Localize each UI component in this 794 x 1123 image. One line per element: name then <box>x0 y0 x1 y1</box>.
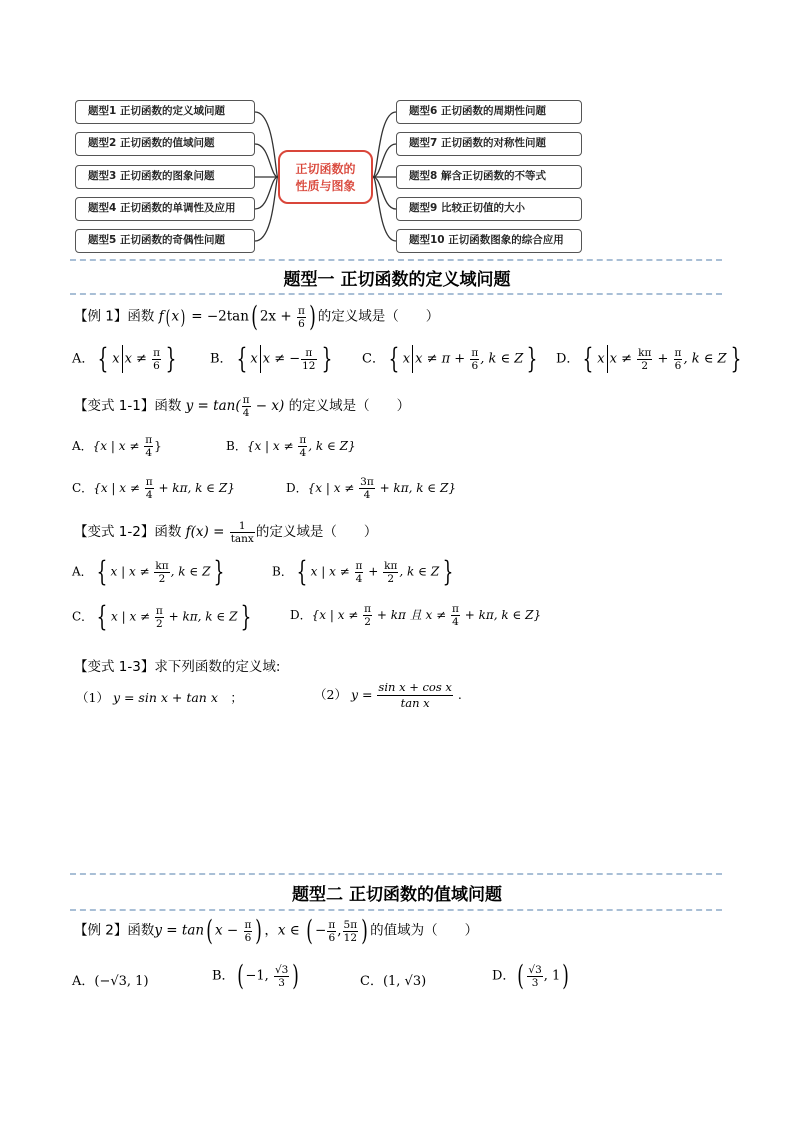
example-2-question: 【例 2】函数y = tan( x − $\frac{\pi}{6}$ ) ，x ∈ ( − $\frac{\pi}{6}$ , $\frac{5\pi}{12}$ ) 的值域为（ ） <box>74 914 479 947</box>
variant-1-3-part-1: （1） y = sin x + tan x ； <box>76 690 243 705</box>
mindmap-topic-8: 题型8 解含正切函数的不等式 <box>396 165 582 189</box>
example-1-option-c: C． { x x ≠ π + $\frac{\pi}{6}$ , k ∈ Z } <box>362 342 538 375</box>
variant-1-1-option-c: C．{x | x ≠ $\frac{\pi}{4}$ + kπ, k ∈ Z} <box>72 476 235 501</box>
mindmap-topic-6: 题型6 正切函数的周期性问题 <box>396 100 582 124</box>
example-2-option-d: D．( $\frac{√3}{3}$ , 1) <box>492 959 570 992</box>
variant-1-2-option-b: B． { x | x ≠ $\frac{\pi}{4}$ + $\frac{k\pi}{2}$ , k ∈ Z } <box>272 555 454 588</box>
variant-1-3-question: 【变式 1-3】求下列函数的定义域: <box>74 659 281 675</box>
variant-1-1-question: 【变式 1-1】函数 y = tan( $\frac{\pi}{4}$ − x) 的定义域是（ ） <box>74 394 411 419</box>
variant-1-2-question: 【变式 1-2】函数 f(x) = $\frac{1}{\tan x}$ 的定义域是（ ） <box>74 520 378 545</box>
example-1-option-b: B． { x x ≠ − $\frac{\pi}{12}$ } <box>210 342 332 375</box>
mindmap-topic-3: 题型3 正切函数的图象问题 <box>75 165 255 189</box>
mindmap-connectors <box>0 0 794 260</box>
variant-1-1-option-a: A．{x | x ≠ $\frac{\pi}{4}$ } <box>72 434 162 459</box>
section1-top-rule <box>70 259 722 261</box>
variant-1-2-option-d: D．{x | x ≠ $\frac{\pi}{2}$ + kπ 且 x ≠ $\frac{\pi}{4}$ + kπ, k ∈ Z} <box>290 603 542 628</box>
variant-1-1-option-d: D．{x | x ≠ $\frac{3\pi}{4}$ + kπ, k ∈ Z} <box>286 476 456 501</box>
mindmap-center <box>278 150 373 204</box>
mindmap-topic-9: 题型9 比较正切值的大小 <box>396 197 582 221</box>
example-1-option-a: A． { x x ≠ $\frac{\pi}{6}$ } <box>72 342 177 375</box>
example-2-option-a: A．(−√3, 1) <box>72 974 149 989</box>
section1-title: 题型一 正切函数的定义域问题 <box>283 270 511 290</box>
section1-bottom-rule <box>70 293 722 295</box>
mindmap-center-line1: 正切函数的 <box>295 162 356 176</box>
mindmap-topic-10: 题型10 正切函数图象的综合应用 <box>396 229 582 253</box>
mindmap-center-line2: 性质与图象 <box>295 179 356 193</box>
section2-top-rule <box>70 873 722 875</box>
variant-1-1-option-b: B．{x | x ≠ $\frac{\pi}{4}$ , k ∈ Z} <box>226 434 356 459</box>
example-2-option-b: B．( −1, $\frac{√3}{3}$ ) <box>212 959 300 992</box>
example-2-option-c: C．(1, √3) <box>360 974 427 989</box>
variant-1-2-option-c: C． { x | x ≠ $\frac{\pi}{2}$ + kπ, k ∈ Z } <box>72 600 252 633</box>
mindmap-topic-7: 题型7 正切函数的对称性问题 <box>396 132 582 156</box>
example-1-question: 【例 1】函数 f( x) = −2tan( 2x + $\frac{\pi}{6}$ ) 的定义域是（ ） <box>74 300 440 333</box>
variant-1-2-option-a: A． { x | x ≠ $\frac{k\pi}{2}$ , k ∈ Z } <box>72 555 225 588</box>
mindmap-topic-5: 题型5 正切函数的奇偶性问题 <box>75 229 255 253</box>
mindmap-topic-2: 题型2 正切函数的值域问题 <box>75 132 255 156</box>
example-1-option-d: D． { x x ≠ $\frac{k\pi}{2}$ + $\frac{\pi}{6}$ , k ∈ Z } <box>556 342 741 375</box>
variant-1-3-part-2: （2） y = $\frac{\text{sin x + cos x}}{\text{tan x}}$ . <box>314 680 462 710</box>
mindmap-topic-1: 题型1 正切函数的定义域问题 <box>75 100 255 124</box>
mindmap-topic-4: 题型4 正切函数的单调性及应用 <box>75 197 255 221</box>
section2-bottom-rule <box>70 909 722 911</box>
section2-title: 题型二 正切函数的值域问题 <box>292 885 502 905</box>
